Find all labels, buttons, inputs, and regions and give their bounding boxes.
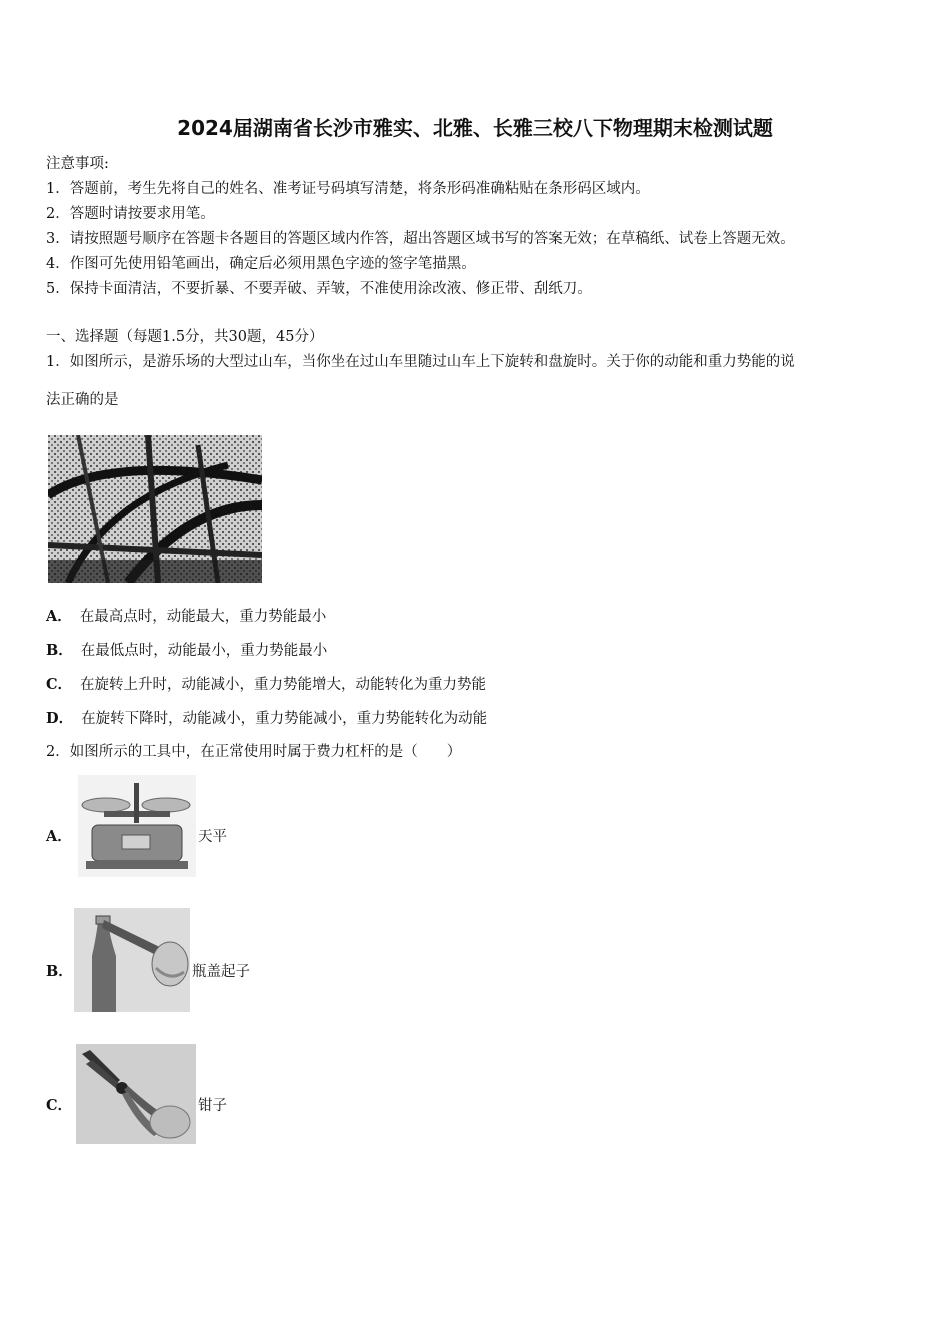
option-text: 在最低点时，动能最小，重力势能最小 [80, 643, 328, 659]
option-caption: 钳子 [198, 1098, 227, 1114]
option-label: D． [46, 710, 74, 727]
bottle-opener-photo [74, 908, 190, 1012]
option-caption: 瓶盖起子 [192, 964, 250, 980]
note-item: 5．保持卡面清洁，不要折暴、不要弄破、弄皱，不准使用涂改液、修正带、刮纸刀。 [46, 281, 592, 297]
option-label: C． [46, 1097, 73, 1114]
option-label: C． [46, 676, 73, 693]
note-item: 4．作图可先使用铅笔画出，确定后必须用黑色字迹的签字笔描黑。 [46, 256, 476, 272]
q1-option-d[interactable] [46, 707, 487, 728]
notes-block [46, 152, 795, 302]
pliers-photo [76, 1044, 196, 1144]
question-1-stem: 1．如图所示，是游乐场的大型过山车，当你坐在过山车里随过山车上下旋转和盘旋时。关于你的动能和重力势能的说 [46, 354, 795, 370]
q1-option-c[interactable] [46, 673, 486, 694]
note-item: 2．答题时请按要求用笔。 [46, 206, 215, 222]
q1-option-b[interactable] [46, 639, 327, 660]
section-heading: 一、选择题（每题1.5分，共30题，45分） [46, 329, 324, 345]
note-item: 1．答题前，考生先将自己的姓名、准考证号码填写清楚，将条形码准确粘贴在条形码区域内。 [46, 181, 650, 197]
note-item: 3．请按照题号顺序在答题卡各题目的答题区域内作答，超出答题区域书写的答案无效；在草稿纸、试卷上答题无效。 [46, 231, 795, 247]
option-caption: 天平 [198, 829, 227, 845]
balance-scale-photo [78, 775, 196, 877]
option-text: 在旋转上升时，动能减小，重力势能增大，动能转化为重力势能 [80, 677, 487, 693]
option-text: 在最高点时，动能最大，重力势能最小 [79, 609, 327, 625]
option-label: B． [46, 963, 73, 980]
page-title: 2024届湖南省长沙市雅实、北雅、长雅三校八下物理期末检测试题 [177, 116, 773, 140]
q1-option-a[interactable] [46, 605, 326, 626]
option-label: B． [46, 642, 73, 659]
question-1-stem-cont: 法正确的是 [46, 392, 119, 408]
notes-heading: 注意事项: [46, 156, 109, 172]
option-label: A． [46, 608, 72, 625]
option-text: 在旋转下降时，动能减小，重力势能减小，重力势能转化为动能 [81, 711, 488, 727]
roller-coaster-photo [48, 435, 262, 583]
question-2-stem: 2．如图所示的工具中，在正常使用时属于费力杠杆的是（ ） [46, 744, 462, 760]
option-label: A． [46, 828, 72, 845]
